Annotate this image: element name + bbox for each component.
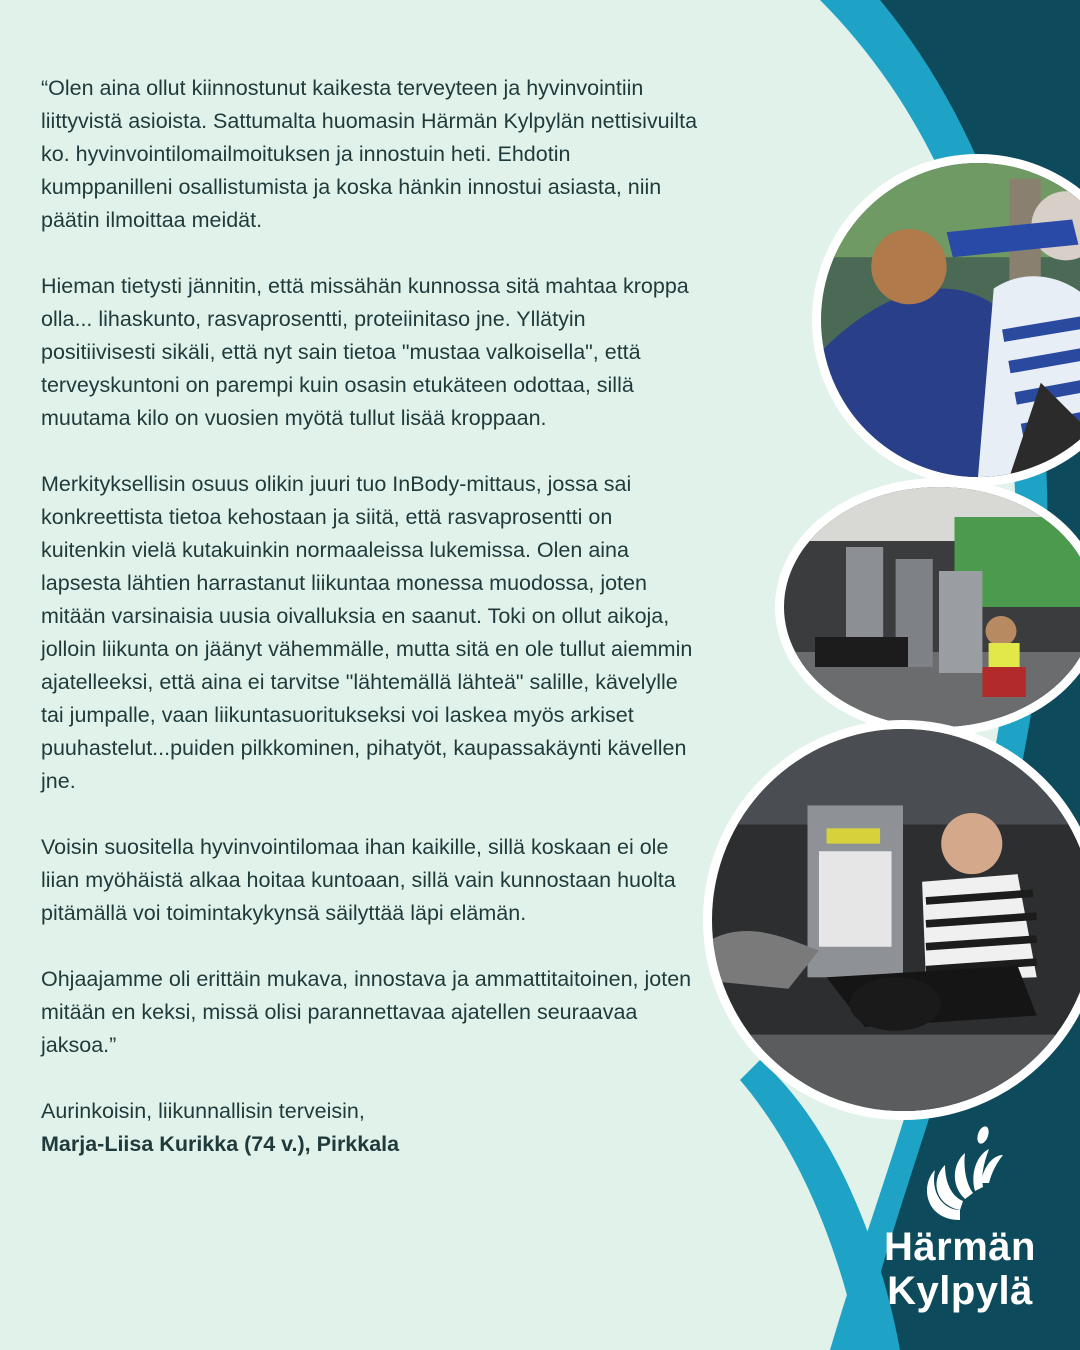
harman-kylpyla-logo [870, 1125, 1050, 1325]
paragraph: Voisin suositella hyvinvointilomaa ihan kaikille, sillä koskaan ei ole liian myöhäistä alkaa hoitaa kuntoaan, sillä vain kunnostaan huolta pitämällä voi toimintakykynsä säilyttää läpi elämän. [41, 835, 676, 925]
sign-off: Aurinkoisin, liikunnallisin terveisin, [41, 1099, 365, 1123]
testimonial-text [41, 72, 701, 1161]
leg-machine-photo [703, 720, 1080, 1120]
paragraph: “Olen aina ollut kiinnostunut kaikesta terveyteen ja hyvinvointiin liittyvistä asioista. Sattumalta huomasin Härmän Kylpylän nettisivuilta ko. hyvinvointilomailmoituksen ja innostuin heti. Ehdotin kumppanilleni osallistumista ja koska hänkin innostui asiasta, niin päätin ilmoittaa meidät. [41, 76, 698, 232]
author-name: Marja-Liisa Kurikka (74 v.), Pirkkala [41, 1132, 400, 1156]
paragraph: Merkityksellisin osuus olikin juuri tuo InBody-mittaus, jossa sai konkreettista tietoa kehostaan ja siitä, että rasvaprosentti on kuitenkin vielä kutakuinkin normaaleissa lukemissa. Olen aina lapsesta lähtien harrastanut liikuntaa monessa muodossa, joten mitään varsinaisia uusia oivalluksia en saanut. Toki on ollut aikoja, jolloin liikunta on jäänyt vähemmälle, mutta sitä en ole tullut aiemmin ajatelleeksi, että aina ei tarvitse "lähtemällä lähteä" salille, kävelylle tai jumpalle, vaan liikuntasuoritukseksi voi laskea myös arkiset puuhastelut...puiden pilkkominen, pihatyöt, kaupassakäynti kävellen jne. [41, 472, 693, 793]
paragraph: Ohjaajamme oli erittäin mukava, innostava ja ammattitaitoinen, joten mitään en keksi, missä olisi parannettavaa ajatellen seuraavaa jaksoa.” [41, 967, 692, 1057]
paragraph: Hieman tietysti jännitin, että missähän kunnossa sitä mahtaa kroppa olla... lihaskunto, rasvaprosentti, proteiinitaso jne. Yllätyin positiivisesti sikäli, että nyt sain tietoa "mustaa valkoisella", että terveyskuntoni on parempi kuin osasin etukäteen odottaa, sillä muutama kilo on vuosien myötä tullut lisää kroppaan. [41, 274, 689, 430]
splash-logo-icon [915, 1125, 1005, 1225]
logo-text-line2: Kylpylä [887, 1269, 1033, 1313]
logo-text-line1: Härmän [884, 1225, 1036, 1269]
